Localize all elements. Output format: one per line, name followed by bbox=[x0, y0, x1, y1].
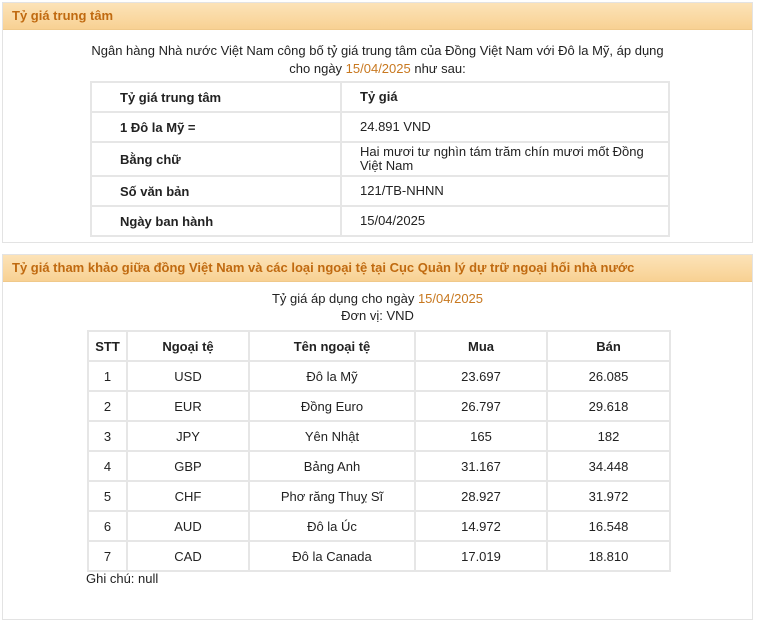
cell-code: AUD bbox=[127, 511, 249, 541]
row-value: 15/04/2025 bbox=[341, 206, 669, 236]
cell-sell: 31.972 bbox=[547, 481, 670, 511]
table-row bbox=[88, 361, 670, 391]
cell-stt: 5 bbox=[88, 481, 127, 511]
cell-name: Đô la Mỹ bbox=[249, 361, 415, 391]
intro-suffix: như sau: bbox=[410, 61, 466, 76]
col-sell: Bán bbox=[547, 331, 670, 361]
table-row bbox=[88, 421, 670, 451]
cell-code: GBP bbox=[127, 451, 249, 481]
central-rate-intro bbox=[3, 42, 752, 78]
col-name: Tên ngoại tệ bbox=[249, 331, 415, 361]
cell-name: Yên Nhật bbox=[249, 421, 415, 451]
intro-date: 15/04/2025 bbox=[345, 61, 411, 76]
row-label: Số văn bản bbox=[91, 176, 341, 206]
cell-stt: 3 bbox=[88, 421, 127, 451]
central-rate-panel bbox=[2, 2, 753, 243]
note: Ghi chú: null bbox=[86, 571, 159, 586]
cell-stt: 1 bbox=[88, 361, 127, 391]
row-label: 1 Đô la Mỹ = bbox=[91, 112, 341, 142]
cell-sell: 26.085 bbox=[547, 361, 670, 391]
cell-code: CAD bbox=[127, 541, 249, 571]
row-label: Ngày ban hành bbox=[91, 206, 341, 236]
cell-stt: 2 bbox=[88, 391, 127, 421]
reference-rate-header: Tỷ giá tham khảo giữa đồng Việt Nam và các loại ngoại tệ tại Cục Quản lý dự trữ ngoại hối nhà nước bbox=[3, 255, 752, 282]
central-rate-header: Tỷ giá trung tâm bbox=[3, 3, 752, 30]
table-header-row bbox=[88, 331, 670, 361]
applied-prefix: Tỷ giá áp dụng cho ngày bbox=[271, 291, 418, 306]
table-row bbox=[88, 481, 670, 511]
row-value: Tỷ giá bbox=[341, 82, 669, 112]
table-row bbox=[88, 511, 670, 541]
unit-label: Đơn vị: VND bbox=[341, 308, 414, 323]
cell-buy: 28.927 bbox=[415, 481, 547, 511]
cell-buy: 23.697 bbox=[415, 361, 547, 391]
cell-sell: 18.810 bbox=[547, 541, 670, 571]
applied-date-line bbox=[3, 290, 752, 307]
cell-buy: 31.167 bbox=[415, 451, 547, 481]
cell-code: JPY bbox=[127, 421, 249, 451]
row-label: Bằng chữ bbox=[91, 142, 341, 176]
cell-name: Đô la Úc bbox=[249, 511, 415, 541]
cell-code: CHF bbox=[127, 481, 249, 511]
cell-sell: 16.548 bbox=[547, 511, 670, 541]
col-stt: STT bbox=[88, 331, 127, 361]
intro-line-2 bbox=[3, 60, 752, 78]
table-row bbox=[91, 112, 669, 142]
col-code: Ngoại tệ bbox=[127, 331, 249, 361]
intro-prefix: cho ngày bbox=[289, 61, 346, 76]
cell-name: Đô la Canada bbox=[249, 541, 415, 571]
table-row bbox=[91, 206, 669, 236]
table-row bbox=[91, 82, 669, 112]
reference-rate-table bbox=[87, 330, 671, 572]
cell-stt: 7 bbox=[88, 541, 127, 571]
cell-buy: 26.797 bbox=[415, 391, 547, 421]
row-value: 24.891 VND bbox=[341, 112, 669, 142]
applied-date: 15/04/2025 bbox=[417, 291, 484, 306]
col-buy: Mua bbox=[415, 331, 547, 361]
table-row bbox=[88, 451, 670, 481]
intro-line-1: Ngân hàng Nhà nước Việt Nam công bố tỷ giá trung tâm của Đồng Việt Nam với Đô la Mỹ, áp dụng bbox=[91, 43, 664, 58]
row-label: Tỷ giá trung tâm bbox=[91, 82, 341, 112]
cell-sell: 182 bbox=[547, 421, 670, 451]
table-row bbox=[88, 541, 670, 571]
table-row bbox=[91, 176, 669, 206]
cell-buy: 17.019 bbox=[415, 541, 547, 571]
table-row bbox=[91, 142, 669, 176]
row-value: 121/TB-NHNN bbox=[341, 176, 669, 206]
cell-sell: 34.448 bbox=[547, 451, 670, 481]
cell-buy: 165 bbox=[415, 421, 547, 451]
cell-name: Đồng Euro bbox=[249, 391, 415, 421]
cell-sell: 29.618 bbox=[547, 391, 670, 421]
cell-name: Bảng Anh bbox=[249, 451, 415, 481]
cell-stt: 6 bbox=[88, 511, 127, 541]
central-rate-table bbox=[90, 81, 670, 237]
cell-code: EUR bbox=[127, 391, 249, 421]
cell-name: Phơ răng Thuỵ Sĩ bbox=[249, 481, 415, 511]
cell-code: USD bbox=[127, 361, 249, 391]
reference-rate-panel bbox=[2, 254, 753, 620]
row-value: Hai mươi tư nghìn tám trăm chín mươi mốt Đồng Việt Nam bbox=[341, 142, 669, 176]
cell-stt: 4 bbox=[88, 451, 127, 481]
cell-buy: 14.972 bbox=[415, 511, 547, 541]
table-row bbox=[88, 391, 670, 421]
